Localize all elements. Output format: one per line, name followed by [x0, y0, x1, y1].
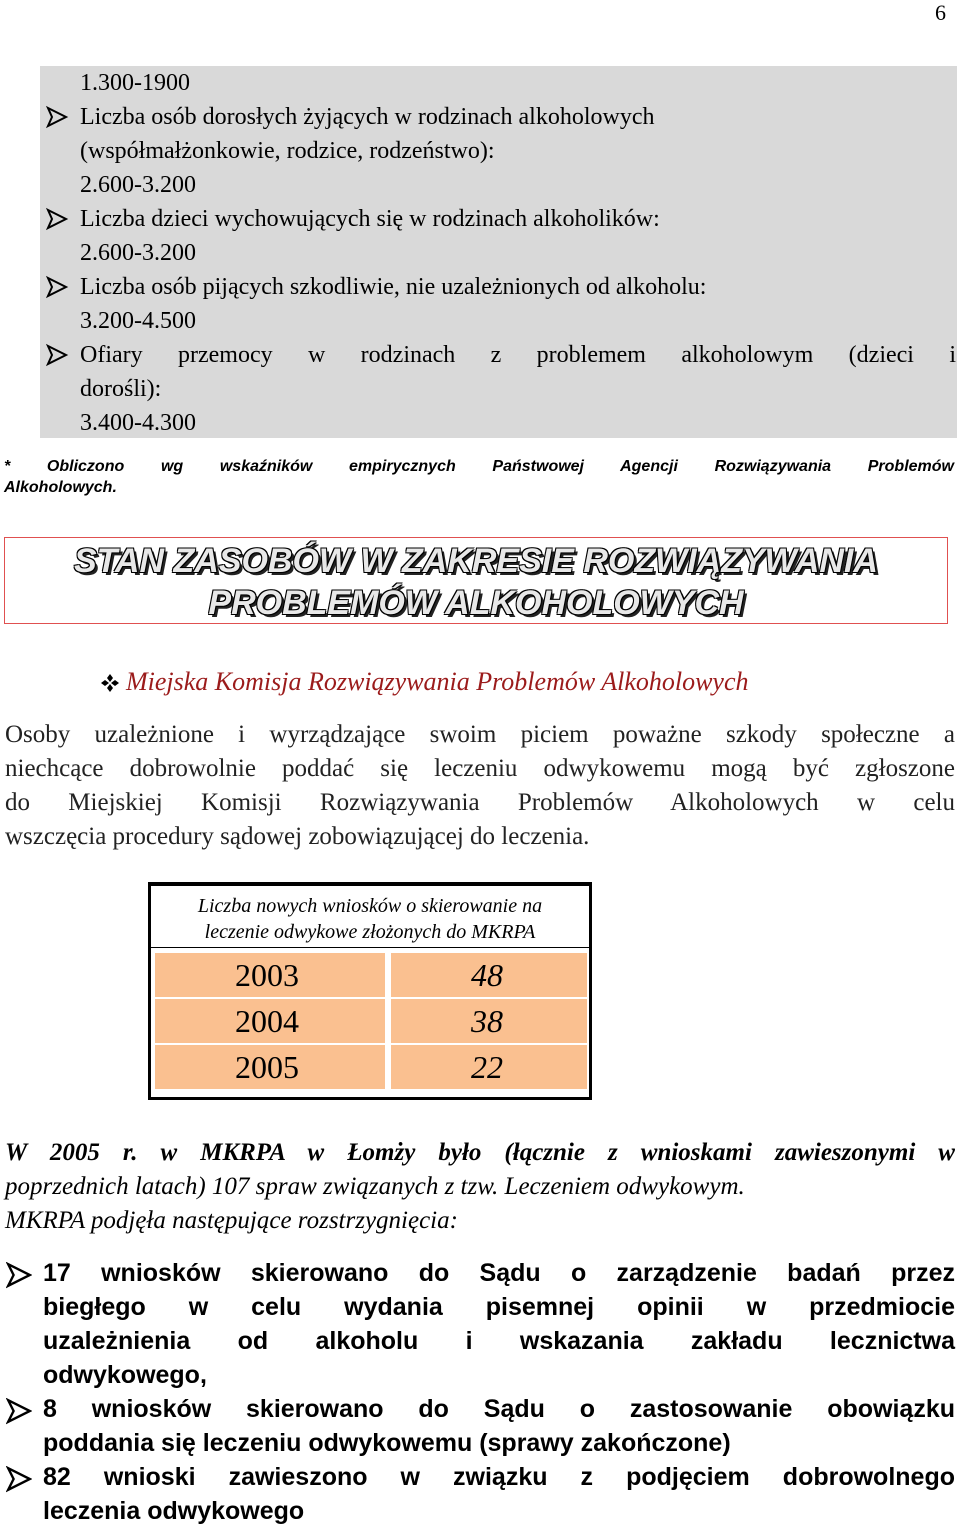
summary-paragraph [5, 1136, 955, 1238]
stat-label: Ofiary przemocy w rodzinach z problemem alkoholowym (dzieci i [0, 338, 960, 372]
decisions-list [0, 1256, 960, 1528]
stat-value: 3.400-4.300 [80, 410, 196, 436]
arrow-bullet-icon [46, 100, 70, 134]
list-item-line: biegłego w celu wydania pisemnej opinii w przedmiocie [43, 1293, 955, 1321]
arrow-bullet-icon [6, 1398, 32, 1435]
description-paragraph [5, 718, 955, 854]
stat-label-cont: (współmałżonkowie, rodzice, rodzeństwo): [80, 138, 495, 164]
page-number: 6 [935, 0, 946, 25]
list-item-line: poddania się leczeniu odwykowemu (sprawy zakończone) [43, 1429, 731, 1457]
table-header [151, 887, 589, 947]
paragraph-line: do Miejskiej Komisji Rozwiązywania Problemów Alkoholowych w celu [5, 789, 955, 816]
table-header-line: Liczba nowych wniosków o skierowanie na [197, 895, 543, 917]
summary-line: W 2005 r. w MKRPA w Łomży było (łącznie z wnioskami zawieszonymi w [5, 1139, 955, 1166]
list-item [0, 1460, 960, 1528]
heading-line: PROBLEMÓW ALKOHOLOWYCH [208, 584, 744, 622]
paragraph-line: wszczęcia procedury sądowej zobowiązującej do leczenia. [5, 823, 590, 850]
arrow-bullet-icon [46, 270, 70, 304]
stat-label: Liczba dzieci wychowujących się w rodzinach alkoholików: [0, 202, 960, 236]
list-item [0, 1392, 960, 1460]
summary-line: MKRPA podjęła następujące rozstrzygnięcia: [5, 1207, 458, 1234]
list-item-line: 82 wnioski zawieszono w związku z podjęciem dobrowolnego [43, 1463, 955, 1491]
table-cell-year: 2003 [155, 953, 385, 997]
footnote-line: Alkoholowych. [4, 479, 117, 496]
paragraph-line: niechcące dobrowolnie poddać się leczeniu odwykowemu mogą być zgłoszone [5, 755, 955, 782]
stat-label: Liczba osób dorosłych żyjących w rodzinach alkoholowych [0, 100, 960, 134]
stat-label: Liczba osób pijących szkodliwie, nie uzależnionych od alkoholu: [0, 270, 960, 304]
table-cell-value: 22 [391, 1045, 587, 1089]
diamond-bullet-icon [100, 673, 120, 693]
applications-table [148, 882, 592, 1100]
stat-value: 3.200-4.500 [80, 308, 196, 334]
list-item-line: 8 wniosków skierowano do Sądu o zastosowanie obowiązku [43, 1395, 955, 1423]
table-body [153, 953, 587, 1093]
stat-value: 1.300-1900 [80, 70, 190, 96]
table-divider [151, 947, 589, 948]
footnote [4, 456, 954, 498]
list-item-line: uzależnienia od alkoholu i wskazania zakładu lecznictwa [43, 1327, 955, 1355]
table-cell-year: 2005 [155, 1045, 385, 1089]
section-title: Miejska Komisja Rozwiązywania Problemów Alkoholowych [126, 667, 749, 696]
table-header-line: leczenie odwykowe złożonych do MKRPA [204, 921, 536, 943]
statistics-list [0, 66, 960, 440]
footnote-line: * Obliczono wg wskaźników empirycznych Państwowej Agencji Rozwiązywania Problemów [4, 458, 954, 475]
arrow-bullet-icon [6, 1466, 32, 1503]
list-item-line: leczenia odwykowego [43, 1497, 305, 1525]
stat-value: 2.600-3.200 [80, 172, 196, 198]
arrow-bullet-icon [6, 1262, 32, 1299]
list-item-line: odwykowego, [43, 1361, 207, 1389]
stat-value: 2.600-3.200 [80, 240, 196, 266]
summary-line: poprzednich latach) 107 spraw związanych z tzw. Leczeniem odwykowym. [5, 1173, 745, 1200]
arrow-bullet-icon [46, 202, 70, 236]
arrow-bullet-icon [46, 338, 70, 372]
list-item-line: 17 wniosków skierowano do Sądu o zarządzenie badań przez [43, 1259, 955, 1287]
list-item [0, 1256, 960, 1392]
table-cell-value: 38 [391, 999, 587, 1043]
heading-line: STAN ZASOBÓW W ZAKRESIE ROZWIĄZYWANIA [74, 542, 878, 580]
table-cell-value: 48 [391, 953, 587, 997]
table-cell-year: 2004 [155, 999, 385, 1043]
paragraph-line: Osoby uzależnione i wyrządzające swoim piciem poważne szkody społeczne a [5, 721, 955, 748]
section-heading [4, 537, 948, 624]
stat-label-cont: dorośli): [80, 376, 162, 402]
